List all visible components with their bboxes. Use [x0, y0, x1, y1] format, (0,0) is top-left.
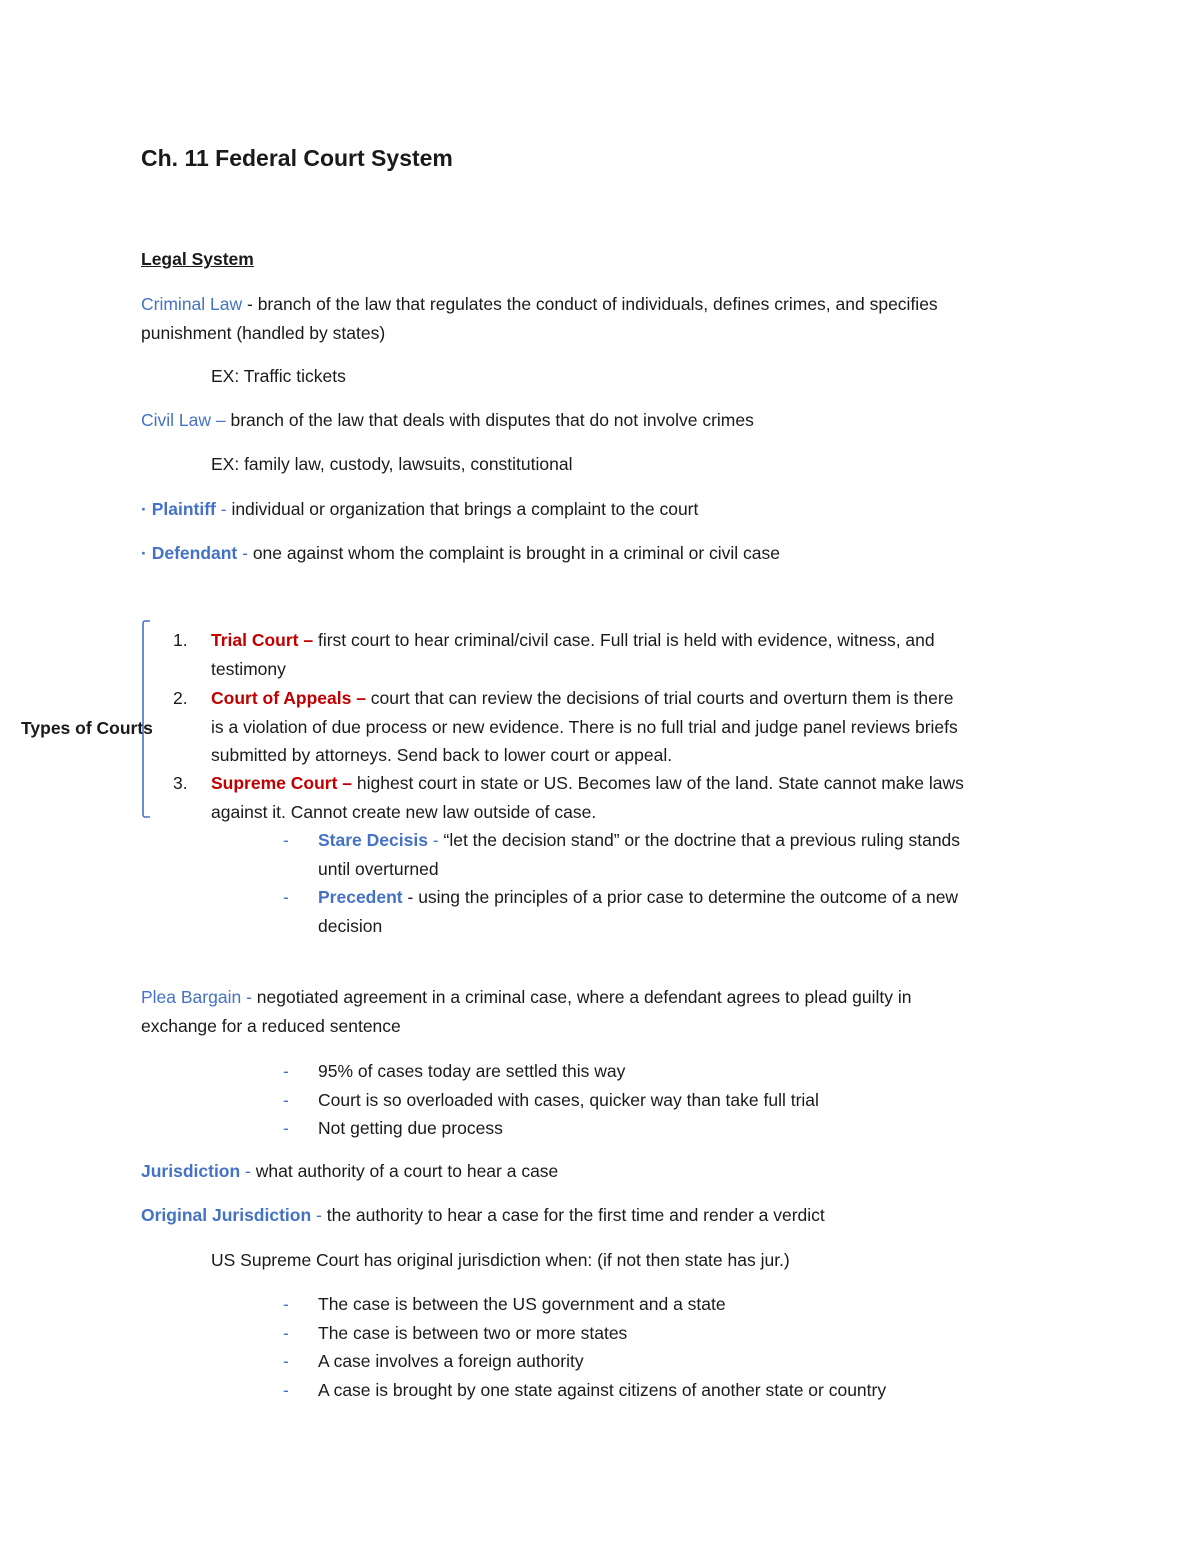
jurisdiction-def: what authority of a court to hear a case: [255, 1161, 559, 1181]
stare-decisis-def-2: until overturned: [318, 858, 439, 879]
appeals-court-def-3: submitted by attorneys. Send back to lower court or appeal.: [211, 745, 673, 765]
original-jurisdiction-entry: [141, 1201, 825, 1230]
trial-court-def-1: first court to hear criminal/civil case. Full trial is held with evidence, witness, and: [317, 630, 935, 650]
plea-point-text: 95% of cases today are settled this way: [318, 1061, 626, 1081]
precedent-sep: -: [402, 887, 419, 907]
bracket-icon: [140, 620, 152, 820]
criminal-law-def-2: punishment (handled by states): [141, 322, 386, 343]
defendant-sep: -: [237, 543, 253, 563]
dash-bullet: -: [283, 887, 289, 907]
section-heading: Legal System: [141, 249, 254, 269]
dash-bullet: -: [283, 1379, 289, 1400]
list-item: [283, 1290, 1083, 1319]
appeals-court-term: Court of Appeals: [211, 688, 352, 708]
jurisdiction-point-text: A case is brought by one state against citizens of another state or country: [318, 1379, 887, 1400]
list-item: [283, 1086, 1083, 1115]
supreme-court-term: Supreme Court: [211, 773, 338, 793]
defendant-bullet: ·: [141, 543, 147, 563]
civil-law-sep: –: [211, 410, 231, 430]
criminal-law-term: Criminal Law: [141, 294, 243, 314]
defendant-term: Defendant: [151, 543, 238, 563]
plaintiff-entry: [141, 495, 698, 524]
dash-bullet: -: [283, 830, 289, 850]
plea-points: [283, 1057, 1083, 1143]
original-jurisdiction-points: [283, 1290, 1083, 1404]
stare-decisis-def-1: “let the decision stand” or the doctrine that a previous ruling stands: [443, 830, 961, 850]
jurisdiction-point-text: The case is between two or more states: [318, 1322, 628, 1343]
court-number: 1.: [173, 630, 188, 650]
plea-bargain-entry: [141, 983, 1081, 1040]
stare-decisis-term: Stare Decisis: [318, 830, 428, 850]
plaintiff-sep: -: [215, 499, 232, 519]
civil-law-def: branch of the law that deals with disputes that do not involve crimes: [230, 410, 754, 430]
court-item-trial: [173, 626, 1073, 683]
criminal-law-sep: -: [242, 294, 258, 314]
plea-bargain-sep: -: [241, 987, 257, 1007]
jurisdiction-entry: [141, 1157, 558, 1186]
list-item: [283, 1376, 1083, 1405]
appeals-court-def-2: is a violation of due process or new evidence. There is no full trial and judge panel reviews briefs: [211, 716, 958, 737]
defendant-entry: [141, 539, 780, 568]
dash-bullet: -: [283, 1061, 289, 1081]
trial-court-def-2: testimony: [211, 658, 286, 679]
precedent-def-1: using the principles of a prior case to determine the outcome of a new: [418, 887, 959, 907]
trial-court-sep: –: [298, 630, 318, 650]
original-jurisdiction-def: the authority to hear a case for the first time and render a verdict: [326, 1205, 825, 1225]
jurisdiction-term: Jurisdiction: [141, 1161, 241, 1181]
criminal-law-def-1: branch of the law that regulates the conduct of individuals, defines crimes, and specifies: [257, 294, 938, 314]
civil-law-example: EX: family law, custody, lawsuits, constitutional: [211, 454, 573, 474]
criminal-law-entry: [141, 290, 1081, 347]
trial-court-term: Trial Court: [211, 630, 299, 650]
plaintiff-term: Plaintiff: [151, 499, 216, 519]
plea-bargain-def-2: exchange for a reduced sentence: [141, 1015, 401, 1036]
plaintiff-def: individual or organization that brings a complaint to the court: [231, 499, 699, 519]
civil-law-entry: [141, 406, 754, 435]
stare-decisis-item: [283, 826, 1083, 883]
original-jurisdiction-intro: US Supreme Court has original jurisdiction when: (if not then state has jur.): [211, 1250, 790, 1270]
precedent-def-2: decision: [318, 915, 383, 936]
plaintiff-bullet: ·: [141, 499, 147, 519]
court-item-appeals: [173, 684, 1073, 770]
criminal-law-example: EX: Traffic tickets: [211, 366, 346, 386]
precedent-item: [283, 883, 1083, 940]
plea-bargain-def-1: negotiated agreement in a criminal case, where a defendant agrees to plead guilty in: [256, 987, 912, 1007]
supreme-court-def-2: against it. Cannot create new law outside of case.: [211, 801, 597, 822]
dash-bullet: -: [283, 1351, 289, 1371]
stare-decisis-sep: -: [427, 830, 444, 850]
appeals-court-sep: –: [351, 688, 371, 708]
supreme-court-sep: –: [337, 773, 357, 793]
original-jurisdiction-sep: -: [311, 1205, 327, 1225]
list-item: [283, 1057, 1083, 1086]
dash-bullet: -: [283, 1294, 289, 1314]
defendant-def: one against whom the complaint is brought in a criminal or civil case: [252, 543, 781, 563]
dash-bullet: -: [283, 1118, 289, 1138]
jurisdiction-sep: -: [240, 1161, 256, 1181]
dash-bullet: -: [283, 1322, 289, 1343]
court-number: 2.: [173, 688, 188, 708]
list-item: [283, 1347, 1083, 1376]
page-title: Ch. 11 Federal Court System: [141, 145, 453, 171]
plea-point-text: Court is so overloaded with cases, quicker way than take full trial: [318, 1089, 819, 1110]
types-of-courts-label: Types of Courts: [21, 718, 153, 738]
list-item: [283, 1319, 1083, 1348]
plea-bargain-term: Plea Bargain: [141, 987, 242, 1007]
precedent-term: Precedent: [318, 887, 403, 907]
plea-point-text: Not getting due process: [318, 1118, 503, 1138]
appeals-court-def-1: court that can review the decisions of trial courts and overturn them is there: [370, 688, 954, 708]
list-item: [283, 1114, 1083, 1143]
court-item-supreme: [173, 769, 1073, 826]
court-number: 3.: [173, 773, 188, 793]
jurisdiction-point-text: The case is between the US government and a state: [318, 1294, 726, 1314]
original-jurisdiction-term: Original Jurisdiction: [141, 1205, 312, 1225]
supreme-court-def-1: highest court in state or US. Becomes law of the land. State cannot make laws: [356, 773, 964, 793]
jurisdiction-point-text: A case involves a foreign authority: [318, 1351, 584, 1371]
civil-law-term: Civil Law: [141, 410, 212, 430]
dash-bullet: -: [283, 1089, 289, 1110]
